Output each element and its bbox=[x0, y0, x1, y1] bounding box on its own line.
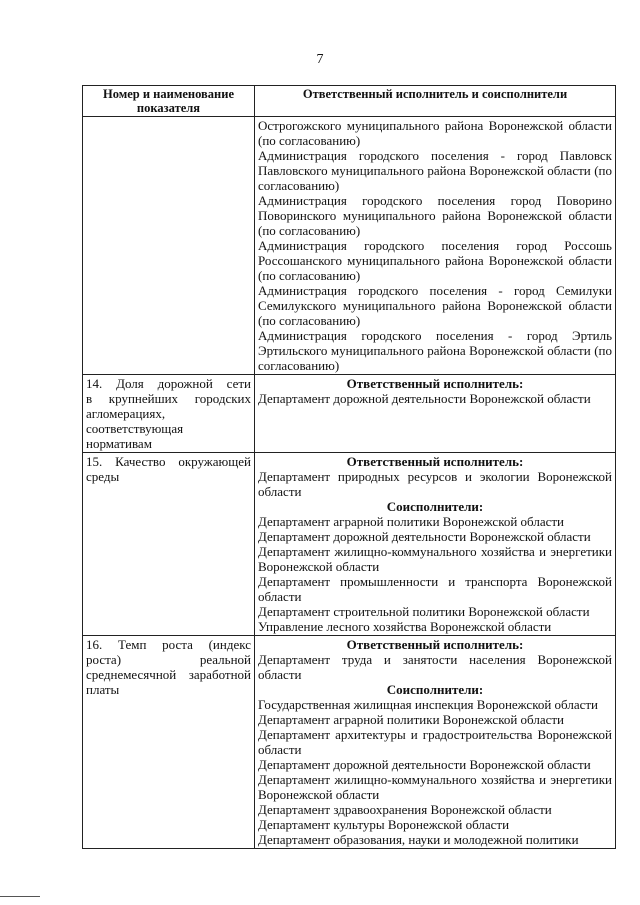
indicator-cell bbox=[83, 636, 255, 849]
indicator-name-line: роста) реальной bbox=[86, 652, 251, 667]
indicator-cell bbox=[83, 453, 255, 636]
executor-item: Администрация городского поселения город Поворино Поворинского муниципального района Воронежской области (по согласованию) bbox=[258, 193, 612, 238]
indicator-name-line: агломерациях, bbox=[86, 406, 166, 421]
executor-item: Департамент культуры Воронежской области bbox=[258, 817, 510, 832]
executor-item: Департамент дорожной деятельности Воронежской области bbox=[258, 529, 591, 544]
role-heading: Ответственный исполнитель: bbox=[346, 454, 524, 469]
executor-item: Острогожского муниципального района Воронежской области (по согласованию) bbox=[258, 118, 612, 148]
executor-item: Департамент дорожной деятельности Воронежской области bbox=[258, 757, 591, 772]
header-executors: Ответственный исполнитель и соисполнители bbox=[255, 86, 616, 117]
indicator-name-line: нормативам bbox=[86, 436, 152, 451]
indicator-name-line: в крупнейших городских bbox=[86, 391, 251, 406]
indicator-name-line: среды bbox=[86, 469, 120, 484]
indicator-name-line: 16. Темп роста (индекс bbox=[86, 637, 251, 652]
executor-item: Департамент строительной политики Воронежской области bbox=[258, 604, 590, 619]
header-indicator: Номер и наименование показателя bbox=[83, 86, 255, 117]
executors-cell bbox=[255, 453, 616, 636]
table-row bbox=[83, 636, 616, 849]
indicator-name-line: 15. Качество окружающей bbox=[86, 454, 251, 469]
indicator-cell bbox=[83, 117, 255, 375]
table-row bbox=[83, 453, 616, 636]
executor-item: Управление лесного хозяйства Воронежской области bbox=[258, 619, 552, 634]
table-body bbox=[83, 117, 616, 849]
executor-item: Администрация городского поселения город Россошь Россошанского муниципального района Воронежской области (по согласованию) bbox=[258, 238, 612, 283]
executor-item: Департамент промышленности и транспорта Воронежской области bbox=[258, 574, 612, 604]
executor-item: Департамент дорожной деятельности Воронежской области bbox=[258, 391, 591, 406]
indicator-name-line: платы bbox=[86, 682, 120, 697]
footer-divider bbox=[0, 896, 40, 897]
executor-item: Департамент здравоохранения Воронежской области bbox=[258, 802, 552, 817]
indicator-cell bbox=[83, 375, 255, 453]
page-number: 7 bbox=[316, 52, 324, 67]
executor-item: Администрация городского поселения - город Семилуки Семилукского муниципального района Воронежской области (по согласованию) bbox=[258, 283, 612, 328]
executor-item: Департамент аграрной политики Воронежской области bbox=[258, 712, 565, 727]
executors-cell bbox=[255, 375, 616, 453]
role-heading: Ответственный исполнитель: bbox=[346, 376, 524, 391]
table-row bbox=[83, 375, 616, 453]
role-heading: Ответственный исполнитель: bbox=[346, 637, 524, 652]
executor-item: Департамент труда и занятости населения Воронежской области bbox=[258, 652, 612, 682]
role-heading: Соисполнители: bbox=[386, 499, 484, 514]
table-row bbox=[83, 117, 616, 375]
executor-item: Департамент природных ресурсов и экологии Воронежской области bbox=[258, 469, 612, 499]
indicator-name-line: 14. Доля дорожной сети bbox=[86, 376, 251, 391]
indicator-name-line: среднемесячной заработной bbox=[86, 667, 251, 682]
role-heading: Соисполнители: bbox=[386, 682, 484, 697]
table-header-row bbox=[83, 86, 616, 117]
executor-item: Государственная жилищная инспекция Воронежской области bbox=[258, 697, 599, 712]
executor-item: Департамент архитектуры и градостроительства Воронежской области bbox=[258, 727, 612, 757]
executor-item: Администрация городского поселения - город Эртиль Эртильского муниципального района Воронежской области (по согласованию) bbox=[258, 328, 612, 373]
executor-item: Департамент жилищно-коммунального хозяйства и энергетики Воронежской области bbox=[258, 772, 612, 802]
responsibility-table bbox=[82, 85, 616, 849]
executor-item: Администрация городского поселения - город Павловск Павловского муниципального района Воронежской области (по согласованию) bbox=[258, 148, 612, 193]
executor-item: Департамент аграрной политики Воронежской области bbox=[258, 514, 565, 529]
indicator-name-line: соответствующая bbox=[86, 421, 184, 436]
executors-cell bbox=[255, 636, 616, 849]
executors-cell bbox=[255, 117, 616, 375]
executor-item: Департамент жилищно-коммунального хозяйства и энергетики Воронежской области bbox=[258, 544, 612, 574]
executor-item: Департамент образования, науки и молодежной политики bbox=[258, 832, 579, 847]
